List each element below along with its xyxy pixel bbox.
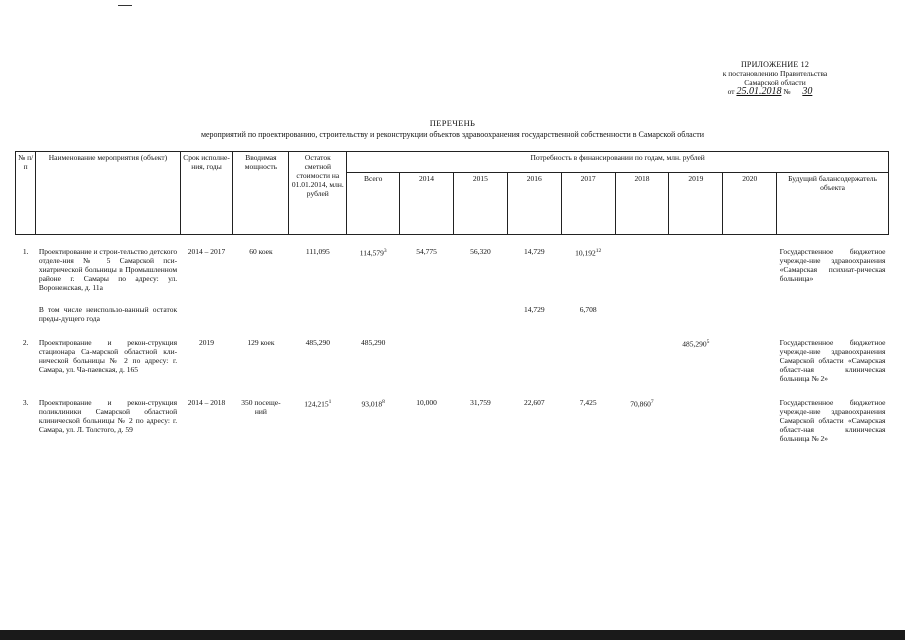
row-num: 2. <box>22 338 29 347</box>
row-2016 <box>507 324 561 384</box>
table-row <box>16 235 889 294</box>
col-capacity: Вводимая мощность <box>233 152 289 235</box>
row-2014: 10,000 <box>416 398 437 407</box>
row-2015: 31,759 <box>470 398 491 407</box>
row-total <box>347 293 400 324</box>
row-remaining: 111,095 <box>305 247 330 256</box>
row-2018 <box>615 235 669 294</box>
col-name: Наименование мероприятия (объект) <box>36 152 180 235</box>
col-year: 2020 <box>723 173 777 235</box>
row-2016: 14,729 <box>523 305 545 314</box>
row-2019 <box>669 293 723 324</box>
row-name: Проектирование и рекон-струкция поликлиники Самарской областной клинической больницы № 2 по адресу: г. Самара, ул. Л. Толстого, д. 59 <box>38 398 178 434</box>
row-2015 <box>453 324 507 384</box>
decree-date: 25.01.2018 <box>736 86 782 97</box>
row-2017: 6,708 <box>579 305 597 314</box>
row-capacity <box>233 293 289 324</box>
row-holder: Государственное бюджетное учрежде-ние здравоохранения Самарской области «Самарская област-ная клиническая больница № 2» <box>779 338 886 383</box>
row-num: 1. <box>22 247 29 256</box>
row-remaining: 124,215$^1$ <box>304 399 332 409</box>
row-total: 93,018$^8$ <box>361 399 385 409</box>
row-remaining: 485,290 <box>305 338 330 347</box>
row-name: В том числе неиспользо-ванный остаток преды-дущего года <box>38 305 178 323</box>
row-2020 <box>723 324 777 384</box>
appendix-line1: к постановлению Правительства <box>722 69 828 78</box>
row-2020 <box>723 293 777 324</box>
row-2018 <box>615 324 669 384</box>
scan-mark <box>118 5 132 6</box>
row-2016: 22,607 <box>523 398 545 407</box>
header-row-1 <box>16 152 889 173</box>
col-year: 2019 <box>669 173 723 235</box>
col-year: 2016 <box>507 173 561 235</box>
col-year: 2014 <box>400 173 454 235</box>
row-capacity: 60 коек <box>249 247 273 256</box>
col-term: Срок исполне-ния, годы <box>180 152 233 235</box>
scan-bottom-edge <box>0 630 905 640</box>
row-2017 <box>561 324 615 384</box>
col-num: № п/п <box>16 152 36 235</box>
appendix-heading: ПРИЛОЖЕНИЕ 12 <box>740 60 810 69</box>
col-year: 2017 <box>561 173 615 235</box>
row-holder: Государственное бюджетное учрежде-ние здравоохранения Самарской области «Самарская област-ная клиническая больница № 2» <box>779 398 886 443</box>
row-capacity: 350 посеще-ний <box>241 398 281 416</box>
row-2014 <box>400 293 454 324</box>
appendix-line2: Самарской области <box>744 78 806 87</box>
decree-number: 30 <box>802 86 813 97</box>
row-2016: 14,729 <box>523 247 545 256</box>
col-total: Всего <box>347 173 400 235</box>
no-label: № <box>783 87 791 96</box>
col-holder: Будущий балансодержатель объекта <box>777 173 889 235</box>
from-label: от <box>727 87 735 96</box>
row-2017: 7,425 <box>579 398 597 407</box>
document-subtitle: мероприятий по проектированию, строительству и реконструкции объектов здравоохранения государственной собственности в Самарской области <box>200 130 705 139</box>
document-title: ПЕРЕЧЕНЬ <box>429 118 476 128</box>
row-term: 2014 – 2018 <box>187 398 226 407</box>
row-name: Проектирование и рекон-струкция стационара Са-марской областной кли-нической больницы № 2 по адресу: г. Самара, ул. Ча-паевская, д. 165 <box>38 338 178 374</box>
appendix-date-line <box>690 87 860 96</box>
row-holder <box>777 293 889 324</box>
row-capacity: 129 коек <box>247 338 275 347</box>
row-2015 <box>453 293 507 324</box>
row-term: 2019 <box>199 338 215 347</box>
row-2014: 54,775 <box>416 247 437 256</box>
col-need: Потребность в финансировании по годам, млн. рублей <box>347 152 889 173</box>
row-total: 485,290 <box>361 338 386 347</box>
row-name: Проектирование и строи-тельство детского отделе-ния № 5 Самарской пси-хиатрической больницы в Промышленном районе г. Самары по адресу: ул. Воронежская, д. 11а <box>38 247 178 292</box>
appendix-block <box>690 60 860 96</box>
row-term: 2014 – 2017 <box>187 247 226 256</box>
table-row <box>16 384 889 444</box>
col-year: 2015 <box>453 173 507 235</box>
row-2017: 10,192$^{12}$ <box>575 248 602 258</box>
row-2018: 70,860$^7$ <box>630 399 654 409</box>
row-2020 <box>723 235 777 294</box>
row-2014 <box>400 324 454 384</box>
row-2019 <box>669 235 723 294</box>
row-2015: 56,320 <box>470 247 491 256</box>
row-term <box>180 293 233 324</box>
row-total: 114,579$^3$ <box>359 248 387 258</box>
measures-table <box>15 151 889 444</box>
col-remaining: Остаток сметной стоимости на 01.01.2014, млн. рублей <box>289 152 347 235</box>
row-holder: Государственное бюджетное учрежде-ние здравоохранения «Самарская психиат-рическая больница» <box>779 247 886 283</box>
row-num <box>16 293 36 324</box>
table-row <box>16 293 889 324</box>
row-remaining <box>289 293 347 324</box>
col-year: 2018 <box>615 173 669 235</box>
row-2019 <box>669 384 723 444</box>
row-2018 <box>615 293 669 324</box>
table-row <box>16 324 889 384</box>
row-2019: 485,290$^5$ <box>682 339 710 349</box>
row-num: 3. <box>22 398 29 407</box>
row-2020 <box>723 384 777 444</box>
